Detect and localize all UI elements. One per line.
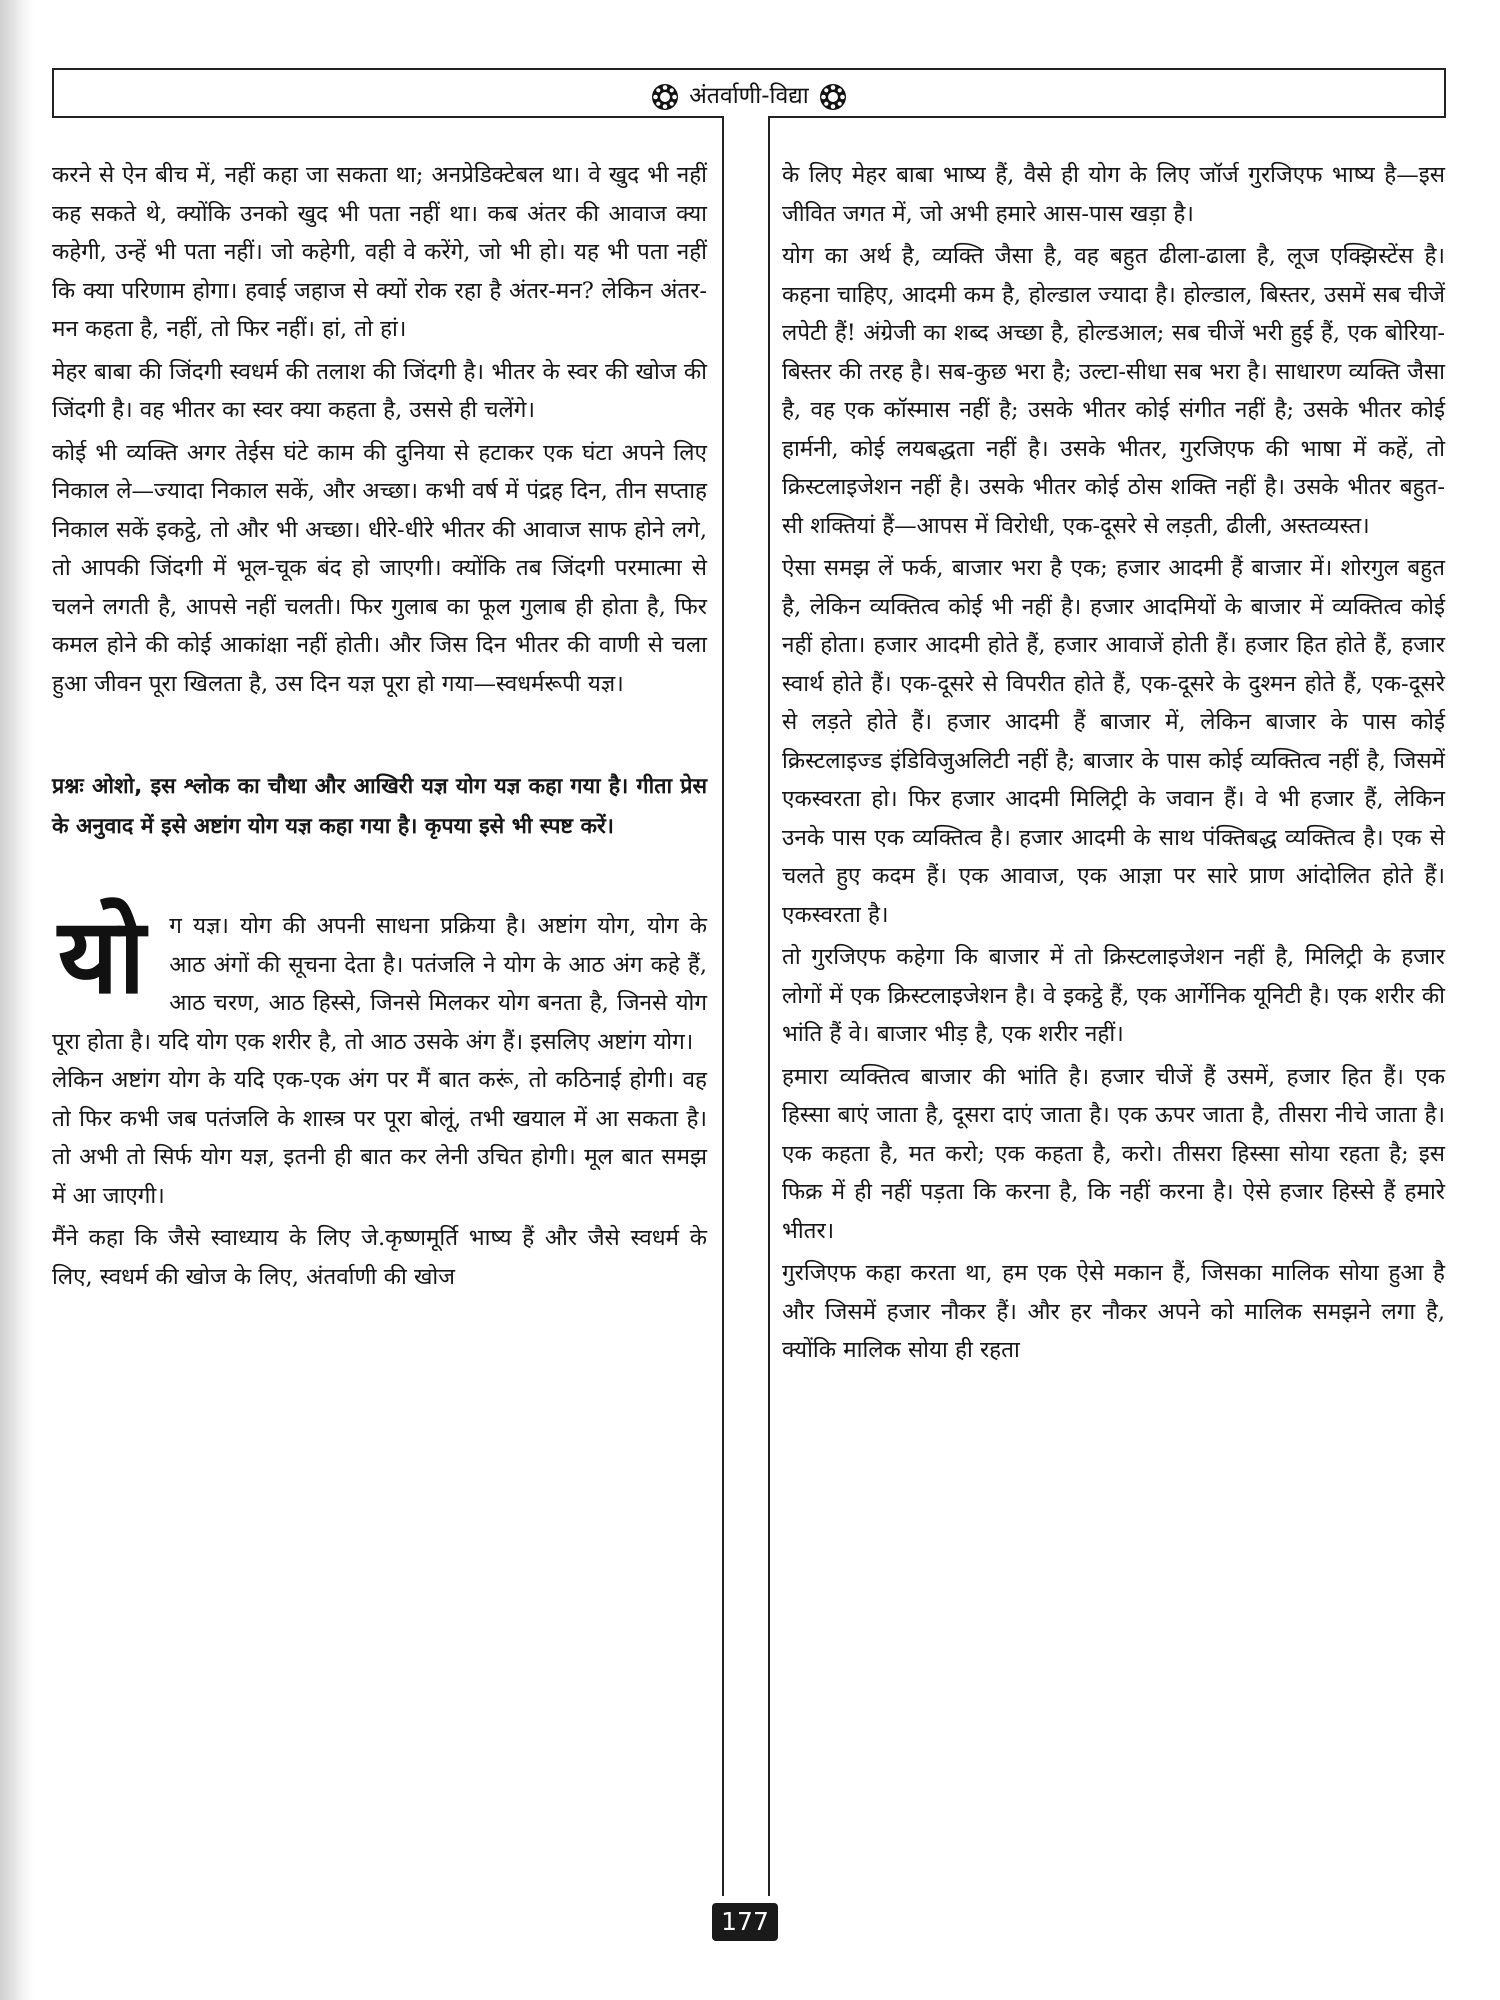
header-rule-right <box>770 116 1444 118</box>
page-edge-shadow <box>0 0 34 2000</box>
paragraph: मेहर बाबा की जिंदगी स्वधर्म की तलाश की जिंदगी है। भीतर के स्वर की खोज की जिंदगी है। वह भीतर का स्वर क्या कहता है, उससे ही चलेंगे। <box>52 358 707 423</box>
dropcap-paragraph <box>52 894 707 1061</box>
running-header <box>52 68 1446 118</box>
gutter-rule-left <box>722 116 724 1896</box>
sun-ornament-icon <box>651 83 679 111</box>
paragraph: कोई भी व्यक्ति अगर तेईस घंटे काम की दुनिया से हटाकर एक घंटा अपने लिए निकाल ले—ज्यादा निकाल सकें, और अच्छा। कभी वर्ष में पंद्रह दिन, तीन सप्ताह निकाल सकें इकट्ठे, तो और भी अच्छा। धीरे-धीरे भीतर की आवाज साफ होने लगे, तो आपकी जिंदगी में भूल-चूक बंद हो जाएगी। क्योंकि तब जिंदगी परमात्मा से चलने लगती है, आपसे नहीं चलती। फिर गुलाब का फूल गुलाब ही होता है, फिर कमल होने की कोई आकांक्षा नहीं होती। और जिस दिन भीतर की वाणी से चला हुआ जीवन पूरा खिलता है, उस दिन यज्ञ पूरा हो गया—स्वधर्मरूपी यज्ञ। <box>52 439 707 697</box>
question-heading: प्रश्नः ओशो, इस श्लोक का चौथा और आखिरी यज्ञ योग यज्ञ कहा गया है। गीता प्रेस के अनुवाद में इसे अष्टांग योग यज्ञ कहा गया है। कृपया इसे भी स्पष्ट करें। <box>52 774 707 839</box>
left-column <box>52 156 707 1300</box>
paragraph: के लिए मेहर बाबा भाष्य हैं, वैसे ही योग के लिए जॉर्ज गुरजिएफ भाष्य है—इस जीवित जगत में, जो अभी हमारे आस-पास खड़ा है। <box>782 162 1445 227</box>
paragraph: लेकिन अष्टांग योग के यदि एक-एक अंग पर मैं बात करूं, तो कठिनाई होगी। वह तो फिर कभी जब पतंजलि के शास्त्र पर पूरा बोलूं, तभी खयाल में आ सकता है। तो अभी तो सिर्फ योग यज्ञ, इतनी ही बात कर लेनी उचित होगी। मूल बात समझ में आ जाएगी। <box>52 1067 707 1209</box>
paragraph: गुरजिएफ कहा करता था, हम एक ऐसे मकान हैं, जिसका मालिक सोया हुआ है और जिसमें हजार नौकर हैं। और हर नौकर अपने को मालिक समझने लगा है, क्योंकि मालिक सोया ही रहता <box>782 1260 1445 1363</box>
column-gutter <box>722 116 770 1896</box>
paragraph: ग यज्ञ। योग की अपनी साधना प्रक्रिया है। अष्टांग योग, योग के आठ अंगों की सूचना देता है। पतंजलि ने योग के आठ अंग कहे हैं, आठ चरण, आठ हिस्से, जिनसे मिलकर योग बनता है, जिनसे योग पूरा होता है। यदि योग एक शरीर है, तो आठ उसके अंग हैं। इसलिए अष्टांग योग। <box>52 913 707 1055</box>
header-title: अंतर्वाणी-विद्या <box>689 83 809 109</box>
page-number: 177 <box>712 1903 778 1941</box>
paragraph: तो गुरजिएफ कहेगा कि बाजार में तो क्रिस्टलाइजेशन नहीं है, मिलिट्री के हजार लोगों में एक क्रिस्टलाइजेशन है। वे इकट्ठे हैं, एक आर्गेनिक यूनिटी है। एक शरीर की भांति हैं वे। बाजार भीड़ है, एक शरीर नहीं। <box>782 944 1445 1047</box>
paragraph: योग का अर्थ है, व्यक्ति जैसा है, वह बहुत ढीला-ढाला है, लूज एक्झिस्टेंस है। कहना चाहिए, आदमी कम है, होल्डाल ज्यादा है। होल्डाल, बिस्तर, उसमें सब चीजें लपेटी हैं! अंग्रेजी का शब्द अच्छा है, होल्डआल; सब चीजें भरी हुई हैं, एक बोरिया-बिस्तर की तरह है। सब-कुछ भरा है; उल्टा-सीधा सब भरा है। साधारण व्यक्ति जैसा है, वह एक कॉस्मास नहीं है; उसके भीतर कोई संगीत नहीं है; उसके भीतर कोई हार्मनी, कोई लयबद्धता नहीं है। उसके भीतर, गुरजिएफ की भाषा में कहें, तो क्रिस्टलाइजेशन नहीं है। उसके भीतर कोई ठोस शक्ति नहीं है। उसके भीतर बहुत-सी शक्तियां हैं—आपस में विरोधी, एक-दूसरे से लड़ती, ढीली, अस्तव्यस्त। <box>782 243 1445 539</box>
right-column <box>782 156 1445 1374</box>
gutter-rule-right <box>768 116 770 1896</box>
drop-cap: यो <box>58 894 146 1017</box>
paragraph: ऐसा समझ लें फर्क, बाजार भरा है एक; हजार आदमी हैं बाजार में। शोरगुल बहुत है, लेकिन व्यक्तित्व कोई भी नहीं है। हजार आदमियों के बाजार में व्यक्तित्व कोई नहीं होता। हजार आदमी होते हैं, हजार आवाजें होती हैं। हजार हित होते हैं, हजार स्वार्थ होते हैं। एक-दूसरे से विपरीत होते हैं, एक-दूसरे के दुश्मन होते हैं, एक-दूसरे से लड़ते होते हैं। हजार आदमी हैं बाजार में, लेकिन बाजार के पास कोई क्रिस्टलाइज्ड इंडिविजुअलिटी नहीं है; बाजार के पास कोई व्यक्तित्व नहीं है, जिसमें एकस्वरता हो। फिर हजार आदमी मिलिट्री के जवान हैं। वे भी हजार हैं, लेकिन उनके पास एक व्यक्तित्व है। हजार आदमी के साथ पंक्तिबद्ध व्यक्तित्व है। एक से चलते हुए कदम हैं। एक आवाज, एक आज्ञा पर सारे प्राण आंदोलित होते हैं। एकस्वरता है। <box>782 555 1445 928</box>
header-title-row <box>54 78 1444 111</box>
paragraph: हमारा व्यक्तित्व बाजार की भांति है। हजार चीजें हैं उसमें, हजार हित हैं। एक हिस्सा बाएं जाता है, दूसरा दाएं जाता है। एक ऊपर जाता है, तीसरा नीचे जाता है। एक कहता है, मत करो; एक कहता है, करो। तीसरा हिस्सा सोया रहता है; इस फिक्र में ही नहीं पड़ता कि करना है, कि नहीं करना है। ऐसे हजार हिस्से हैं हमारे भीतर। <box>782 1063 1445 1244</box>
header-rule-left <box>52 116 722 118</box>
paragraph: मैंने कहा कि जैसे स्वाध्याय के लिए जे.कृष्णमूर्ति भाष्य हैं और जैसे स्वधर्म के लिए, स्वधर्म की खोज के लिए, अंतर्वाणी की खोज <box>52 1225 707 1290</box>
paragraph: करने से ऐन बीच में, नहीं कहा जा सकता था; अनप्रेडिक्टेबल था। वे खुद भी नहीं कह सकते थे, क्योंकि उनको खुद भी पता नहीं था। कब अंतर की आवाज क्या कहेगी, उन्हें भी पता नहीं। जो कहेगी, वही वे करेंगे, जो भी हो। यह भी पता नहीं कि क्या परिणाम होगा। हवाई जहाज से क्यों रोक रहा है अंतर-मन? लेकिन अंतर-मन कहता है, नहीं, तो फिर नहीं। हां, तो हां। <box>52 162 707 342</box>
sun-ornament-icon <box>819 83 847 111</box>
